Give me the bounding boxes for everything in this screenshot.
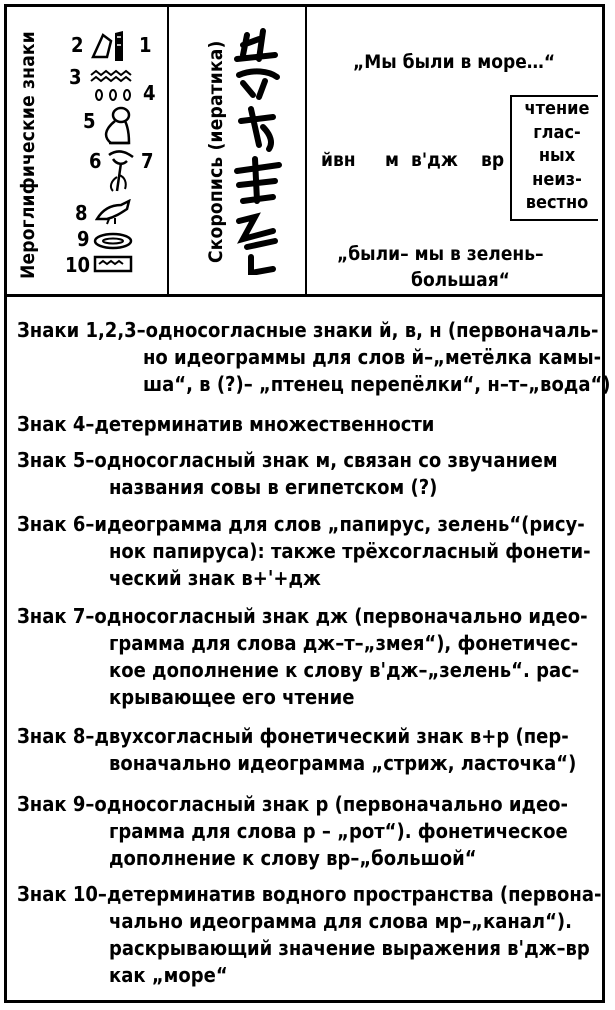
sign-number-4: 4: [143, 81, 156, 105]
entry-sign-6: [17, 511, 594, 592]
entry-line: Знак 4–детерминатив множественности: [17, 412, 435, 436]
sign-number-6: 6: [89, 149, 102, 173]
entry-signs-1-2-3: [17, 317, 611, 398]
sign-number-9: 9: [77, 227, 90, 251]
entry-line: дополнение к слову вр–„большой“: [109, 846, 477, 870]
hieratic-column: [169, 7, 307, 294]
explanations-panel: [7, 297, 611, 1000]
swallow-glyph: [95, 199, 135, 225]
sign-number-8: 8: [75, 201, 88, 225]
translit-m: м: [385, 149, 399, 171]
entry-line: Знак 7–односогласный знак дж (первоначально идео-: [17, 604, 588, 628]
entry-line: грамма для слова дж–т–„змея“), фонетичес-: [109, 631, 579, 655]
figure-frame: [4, 4, 611, 1003]
entry-line: ческий знак в+'+дж: [109, 566, 321, 590]
sign-number-2: 2: [71, 33, 84, 57]
sign-number-7: 7: [141, 149, 154, 173]
hieratic-script-glyphs: [229, 25, 299, 275]
sign-number-3: 3: [69, 65, 82, 89]
entry-line: крывающее его чтение: [109, 685, 355, 709]
literal-line-1: „были– мы в зелень–: [337, 243, 544, 265]
entry-line: Знак 5–односогласный знак м, связан со звучанием: [17, 448, 558, 472]
entry-line: но идеограммы для слов й–„метёлка камы-: [143, 345, 602, 369]
entry-line: нок папируса): также трёхсогласный фонети-: [109, 539, 591, 563]
entry-sign-7: [17, 603, 594, 711]
entry-line: ша“, в (?)– „птенец перепёлки“, н–т–„вода“): [143, 372, 611, 396]
vowel-note-line: неиз-: [532, 168, 582, 190]
entry-line: воначально идеограмма „стриж, ласточка“): [109, 751, 577, 775]
entry-sign-4: [17, 411, 594, 438]
entry-line: Знак 6–идеограмма для слов „папирус, зелень“(рису-: [17, 512, 585, 536]
hieroglyphs-label: Иероглифические знаки: [17, 31, 39, 279]
entry-sign-5: [17, 447, 594, 501]
entry-sign-8: [17, 723, 594, 777]
entry-sign-9: [17, 791, 594, 872]
literal-line-2: большая“: [411, 269, 510, 291]
translation-line: „Мы были в море…“: [353, 51, 556, 73]
top-panel: [7, 7, 602, 297]
translit-vdzh: в'дж: [411, 149, 458, 171]
entry-line: Знаки 1,2,3–односогласные знаки й, в, н (первоначаль-: [17, 318, 599, 342]
vowel-note: [517, 97, 597, 215]
vowel-note-line: чтение: [524, 98, 590, 119]
vowel-note-line: ных: [538, 145, 576, 166]
hieratic-label: Скоропись (иератика): [205, 40, 227, 263]
entry-sign-10: [17, 881, 602, 989]
sign-number-5: 5: [83, 109, 96, 133]
entry-line: кое дополнение к слову в'дж–„зелень“. рас-: [109, 658, 580, 682]
vowel-note-line: вестно: [525, 192, 589, 213]
vowel-note-line: глас-: [533, 121, 581, 143]
papyrus-and-snake-glyph: [103, 147, 143, 193]
translit-ivn: йвн: [321, 149, 356, 171]
entry-line: Знак 9–односогласный знак р (первоначально идео-: [17, 792, 569, 816]
sign-number-1: 1: [139, 33, 152, 57]
entry-line: раскрывающий значение выражения в'дж–вр: [109, 936, 590, 960]
entry-line: чально идеограмма для слова мр–„канал“).: [109, 909, 572, 933]
sign-number-10: 10: [65, 253, 91, 277]
translit-vr: вр: [481, 149, 505, 171]
entry-line: грамма для слова р – „рот“). фонетическое: [109, 819, 568, 843]
entry-line: названия совы в египетском (?): [109, 475, 438, 499]
reed-and-quail-glyph: [89, 27, 135, 65]
entry-line: как „море“: [109, 963, 228, 987]
entry-line: Знак 10–детерминатив водного пространства (первона-: [17, 882, 602, 906]
water-and-plural-glyph: [89, 69, 141, 103]
entry-line: Знак 8–двухсогласный фонетический знак в+р (пер-: [17, 724, 569, 748]
mouth-glyph: [93, 231, 135, 251]
translation-column: [307, 7, 602, 294]
owl-glyph: [99, 105, 139, 145]
hieroglyphs-column: [7, 7, 169, 294]
canal-glyph: [91, 253, 137, 275]
